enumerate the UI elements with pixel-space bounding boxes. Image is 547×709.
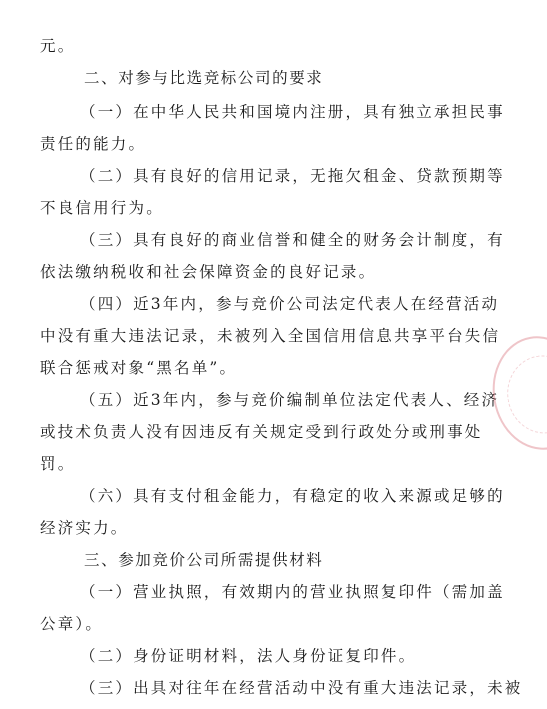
text-line-15: （六）具有支付租金能力，有稳定的收入来源或足够的 [80,487,505,505]
red-seal-stamp-icon [484,329,547,458]
text-line-11: 联合惩戒对象“黑名单”。 [40,359,238,377]
text-line-21: （三）出具对往年在经营活动中没有重大违法记录，未被 [80,679,523,697]
text-line-4: 责任的能力。 [40,135,147,153]
section-heading-2: 二、对参与比选竞标公司的要求 [84,69,324,87]
text-line-18: （一）营业执照，有效期内的营业执照复印件（需加盖 [80,583,505,601]
text-line-20: （二）身份证明材料，法人身份证复印件。 [80,647,417,665]
section-heading-3: 三、参加竞价公司所需提供材料 [84,551,324,569]
text-line-3: （一）在中华人民共和国境内注册，具有独立承担民事 [80,103,505,121]
text-line-8: 依法缴纳税收和社会保障资金的良好记录。 [40,263,377,281]
text-line-13: 或技术负责人没有因违反有关规定受到行政处分或刑事处 [40,423,483,441]
text-line-7: （三）具有良好的商业信誉和健全的财务会计制度，有 [80,231,505,249]
text-line-1: 元。 [40,37,76,55]
text-line-9: （四）近3年内，参与竞价公司法定代表人在经营活动 [80,295,500,313]
text-line-12: （五）近3年内，参与竞价编制单位法定代表人、经济 [80,391,500,409]
text-line-10: 中没有重大违法记录，未被列入全国信用信息共享平台失信 [40,327,501,345]
text-line-16: 经济实力。 [40,519,129,537]
text-line-6: 不良信用行为。 [40,199,164,217]
text-line-14: 罚。 [40,455,76,473]
text-line-5: （二）具有良好的信用记录，无拖欠租金、贷款预期等 [80,167,505,185]
text-line-19: 公章）。 [40,615,104,633]
